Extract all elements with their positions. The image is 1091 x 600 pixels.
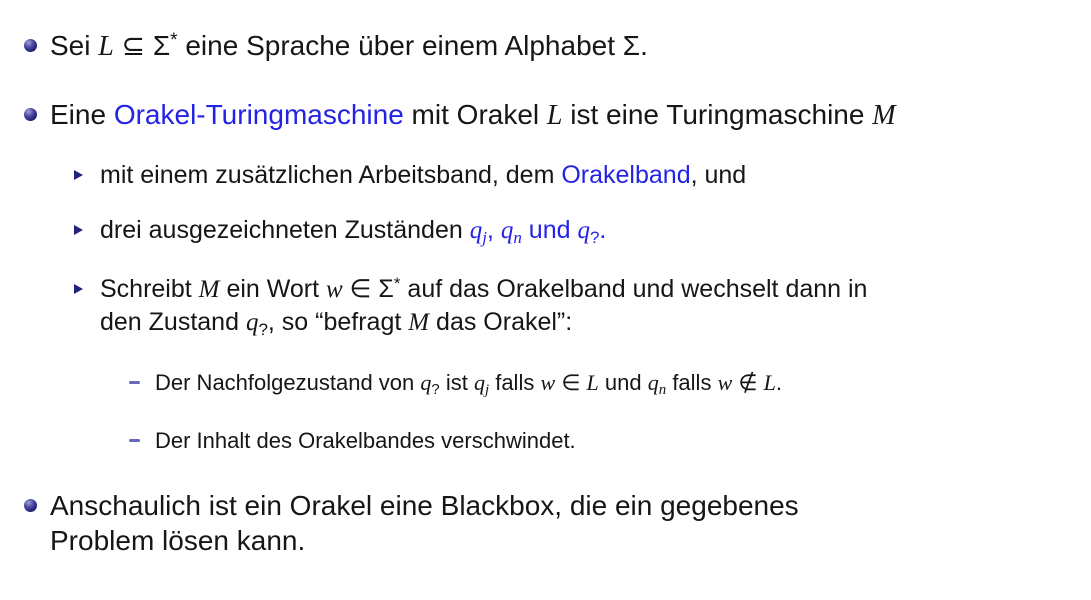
- list-item: [24, 97, 1091, 133]
- list-item: [74, 160, 1091, 191]
- text-segment: Problem lösen kann.: [50, 525, 306, 556]
- text-segment: ist: [439, 370, 474, 395]
- item-text: [155, 427, 1091, 455]
- bullet-list: [0, 28, 1091, 558]
- text-segment: q: [500, 217, 514, 244]
- text-segment: w: [540, 370, 556, 395]
- text-segment: Der Inhalt des Orakelbandes verschwindet.: [155, 428, 576, 453]
- item-text: [155, 369, 1091, 400]
- text-segment: ?: [589, 228, 600, 248]
- text-segment: M: [872, 100, 896, 131]
- text-line: [50, 523, 1091, 558]
- item-text: [100, 160, 1091, 191]
- text-line: [100, 307, 1091, 340]
- text-segment: q: [420, 370, 432, 395]
- text-segment: L: [98, 31, 114, 62]
- text-line: [50, 488, 1091, 523]
- text-segment: j: [482, 228, 487, 248]
- text-line: [50, 97, 1091, 133]
- triangle-icon: [74, 274, 100, 294]
- text-line: [155, 369, 1091, 400]
- text-segment: .: [775, 370, 783, 395]
- text-segment: , und: [690, 161, 747, 189]
- list-item: [129, 427, 1091, 455]
- text-line: [100, 274, 1091, 307]
- text-segment: q: [577, 217, 590, 244]
- text-segment: *: [393, 274, 401, 294]
- text-segment: *: [170, 30, 178, 52]
- ball-icon: [24, 97, 50, 121]
- text-segment: drei ausgezeichneten Zuständen: [100, 216, 470, 244]
- dash-icon: [129, 427, 155, 442]
- list-item: [24, 488, 1091, 558]
- triangle-icon: [74, 160, 100, 180]
- text-segment: L: [546, 100, 563, 131]
- text-segment: ?: [258, 320, 268, 340]
- text-line: [100, 160, 1091, 191]
- text-line: [50, 28, 1091, 67]
- list-item: [74, 274, 1091, 340]
- text-segment: Σ: [152, 30, 171, 61]
- dash-icon: [129, 369, 155, 384]
- text-segment: Σ: [378, 275, 394, 303]
- list-item: [74, 215, 1091, 248]
- text-segment: ?: [431, 381, 440, 399]
- text-segment: , so “befragt: [267, 308, 409, 336]
- item-text: [100, 274, 1091, 340]
- text-segment: M: [198, 276, 220, 303]
- text-segment: n: [658, 382, 667, 399]
- text-segment: .: [599, 216, 607, 244]
- text-segment: falls: [666, 370, 718, 395]
- text-segment: und: [521, 216, 578, 244]
- list-item: [24, 28, 1091, 67]
- text-segment: Der Nachfolgezustand von: [155, 370, 421, 395]
- item-text: [50, 28, 1091, 67]
- text-segment: Sei: [50, 30, 99, 61]
- text-segment: L: [763, 370, 776, 395]
- item-text: [100, 215, 1091, 248]
- item-text: [50, 97, 1091, 133]
- text-segment: den Zustand: [100, 308, 246, 336]
- text-segment: ∈: [342, 275, 379, 303]
- item-text: [50, 488, 1091, 558]
- text-segment: das Orakel”:: [429, 308, 573, 336]
- text-segment: q: [473, 370, 485, 395]
- text-segment: Eine: [50, 99, 114, 130]
- text-segment: ist eine Turingmaschine: [562, 99, 873, 130]
- text-line: [155, 427, 1091, 455]
- text-segment: auf das Orakelband und wechselt dann in: [400, 275, 868, 303]
- text-segment: und: [598, 370, 648, 395]
- text-segment: ein Wort: [219, 275, 327, 303]
- text-segment: w: [717, 370, 733, 395]
- text-segment: Orakel-Turingmaschine: [113, 99, 404, 130]
- list-item: [129, 369, 1091, 400]
- text-segment: j: [484, 382, 490, 399]
- text-segment: w: [326, 276, 343, 303]
- text-segment: q: [469, 217, 483, 244]
- text-segment: ⊆: [113, 30, 153, 61]
- triangle-icon: [74, 215, 100, 235]
- text-segment: ∈: [555, 370, 587, 395]
- text-segment: Schreibt: [100, 275, 199, 303]
- text-segment: mit einem zusätzlichen Arbeitsband, dem: [100, 161, 562, 189]
- ball-icon: [24, 28, 50, 52]
- text-segment: n: [513, 228, 522, 248]
- text-segment: ,: [486, 216, 501, 244]
- ball-icon: [24, 488, 50, 512]
- text-segment: mit Orakel: [403, 99, 547, 130]
- text-segment: Orakelband: [561, 161, 691, 189]
- text-segment: ∉: [732, 370, 764, 395]
- text-segment: eine Sprache über einem Alphabet Σ.: [177, 30, 648, 61]
- text-line: [100, 215, 1091, 248]
- text-segment: Anschaulich ist ein Orakel eine Blackbox, die ein gegebenes: [50, 490, 799, 521]
- text-segment: L: [586, 370, 599, 395]
- text-segment: M: [408, 309, 430, 336]
- text-segment: falls: [489, 370, 541, 395]
- text-segment: q: [245, 309, 259, 336]
- text-segment: q: [647, 370, 659, 395]
